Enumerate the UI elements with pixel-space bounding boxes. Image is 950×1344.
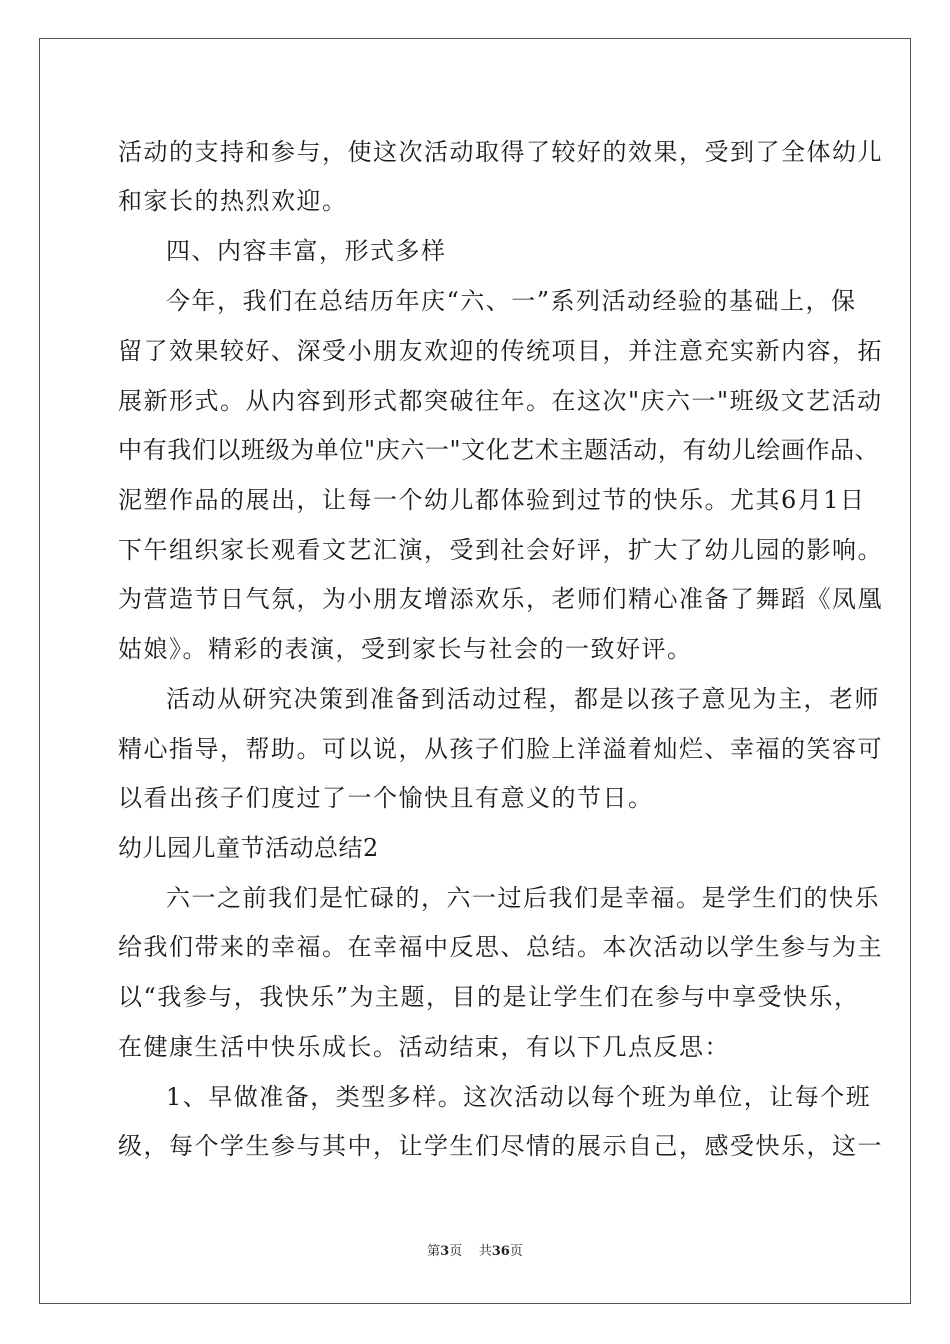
text-line: 以“我参与，我快乐”为主题，目的是让学生们在参与中享受快乐， bbox=[118, 983, 860, 1011]
footer-total-prefix: 共 bbox=[478, 1244, 492, 1259]
text-line: 今年，我们在总结历年庆“六、一”系列活动经验的基础上，保 bbox=[166, 287, 857, 315]
text-line: 1、早做准备，类型多样。这次活动以每个班为单位，让每个班 bbox=[166, 1083, 872, 1111]
text-line: 活动从研究决策到准备到活动过程，都是以孩子意见为主，老师 bbox=[166, 685, 880, 713]
text-line: 泥塑作品的展出，让每一个幼儿都体验到过节的快乐。尤其6月1日 bbox=[118, 486, 866, 514]
text-line: 展新形式。从内容到形式都突破往年。在这次"庆六一"班级文艺活动 bbox=[118, 387, 883, 415]
text-line: 六一之前我们是忙碌的，六一过后我们是幸福。是学生们的快乐 bbox=[166, 884, 880, 912]
page-border bbox=[39, 38, 911, 1304]
footer-prefix: 第 bbox=[427, 1244, 441, 1259]
section-title: 幼儿园儿童节活动总结2 bbox=[118, 834, 379, 862]
total-page-count: 36 bbox=[491, 1244, 510, 1259]
text-line: 给我们带来的幸福。在幸福中反思、总结。本次活动以学生参与为主 bbox=[118, 933, 883, 961]
text-line: 级，每个学生参与其中，让学生们尽情的展示自己，感受快乐，这一 bbox=[118, 1132, 883, 1160]
text-line: 和家长的热烈欢迎。 bbox=[118, 187, 348, 215]
text-line: 下午组织家长观看文艺汇演，受到社会好评，扩大了幼儿园的影响。 bbox=[118, 536, 883, 564]
text-line: 在健康生活中快乐成长。活动结束，有以下几点反思： bbox=[118, 1033, 730, 1061]
footer-total-unit: 页 bbox=[509, 1244, 523, 1259]
text-line: 为营造节日气氛，为小朋友增添欢乐，老师们精心准备了舞蹈《凤凰 bbox=[118, 585, 883, 613]
current-page-number: 3 bbox=[440, 1244, 450, 1259]
text-line: 以看出孩子们度过了一个愉快且有意义的节日。 bbox=[118, 784, 654, 812]
text-line: 姑娘》。精彩的表演，受到家长与社会的一致好评。 bbox=[118, 635, 693, 663]
section-heading: 四、内容丰富，形式多样 bbox=[166, 237, 447, 265]
text-line: 活动的支持和参与，使这次活动取得了较好的效果，受到了全体幼儿 bbox=[118, 138, 883, 166]
footer-page-unit: 页 bbox=[449, 1244, 463, 1259]
text-line: 中有我们以班级为单位"庆六一"文化艺术主题活动，有幼儿绘画作品、 bbox=[118, 436, 880, 464]
page-footer bbox=[0, 1240, 950, 1259]
text-line: 精心指导，帮助。可以说，从孩子们脸上洋溢着灿烂、幸福的笑容可 bbox=[118, 735, 883, 763]
text-line: 留了效果较好、深受小朋友欢迎的传统项目，并注意充实新内容，拓 bbox=[118, 337, 883, 365]
